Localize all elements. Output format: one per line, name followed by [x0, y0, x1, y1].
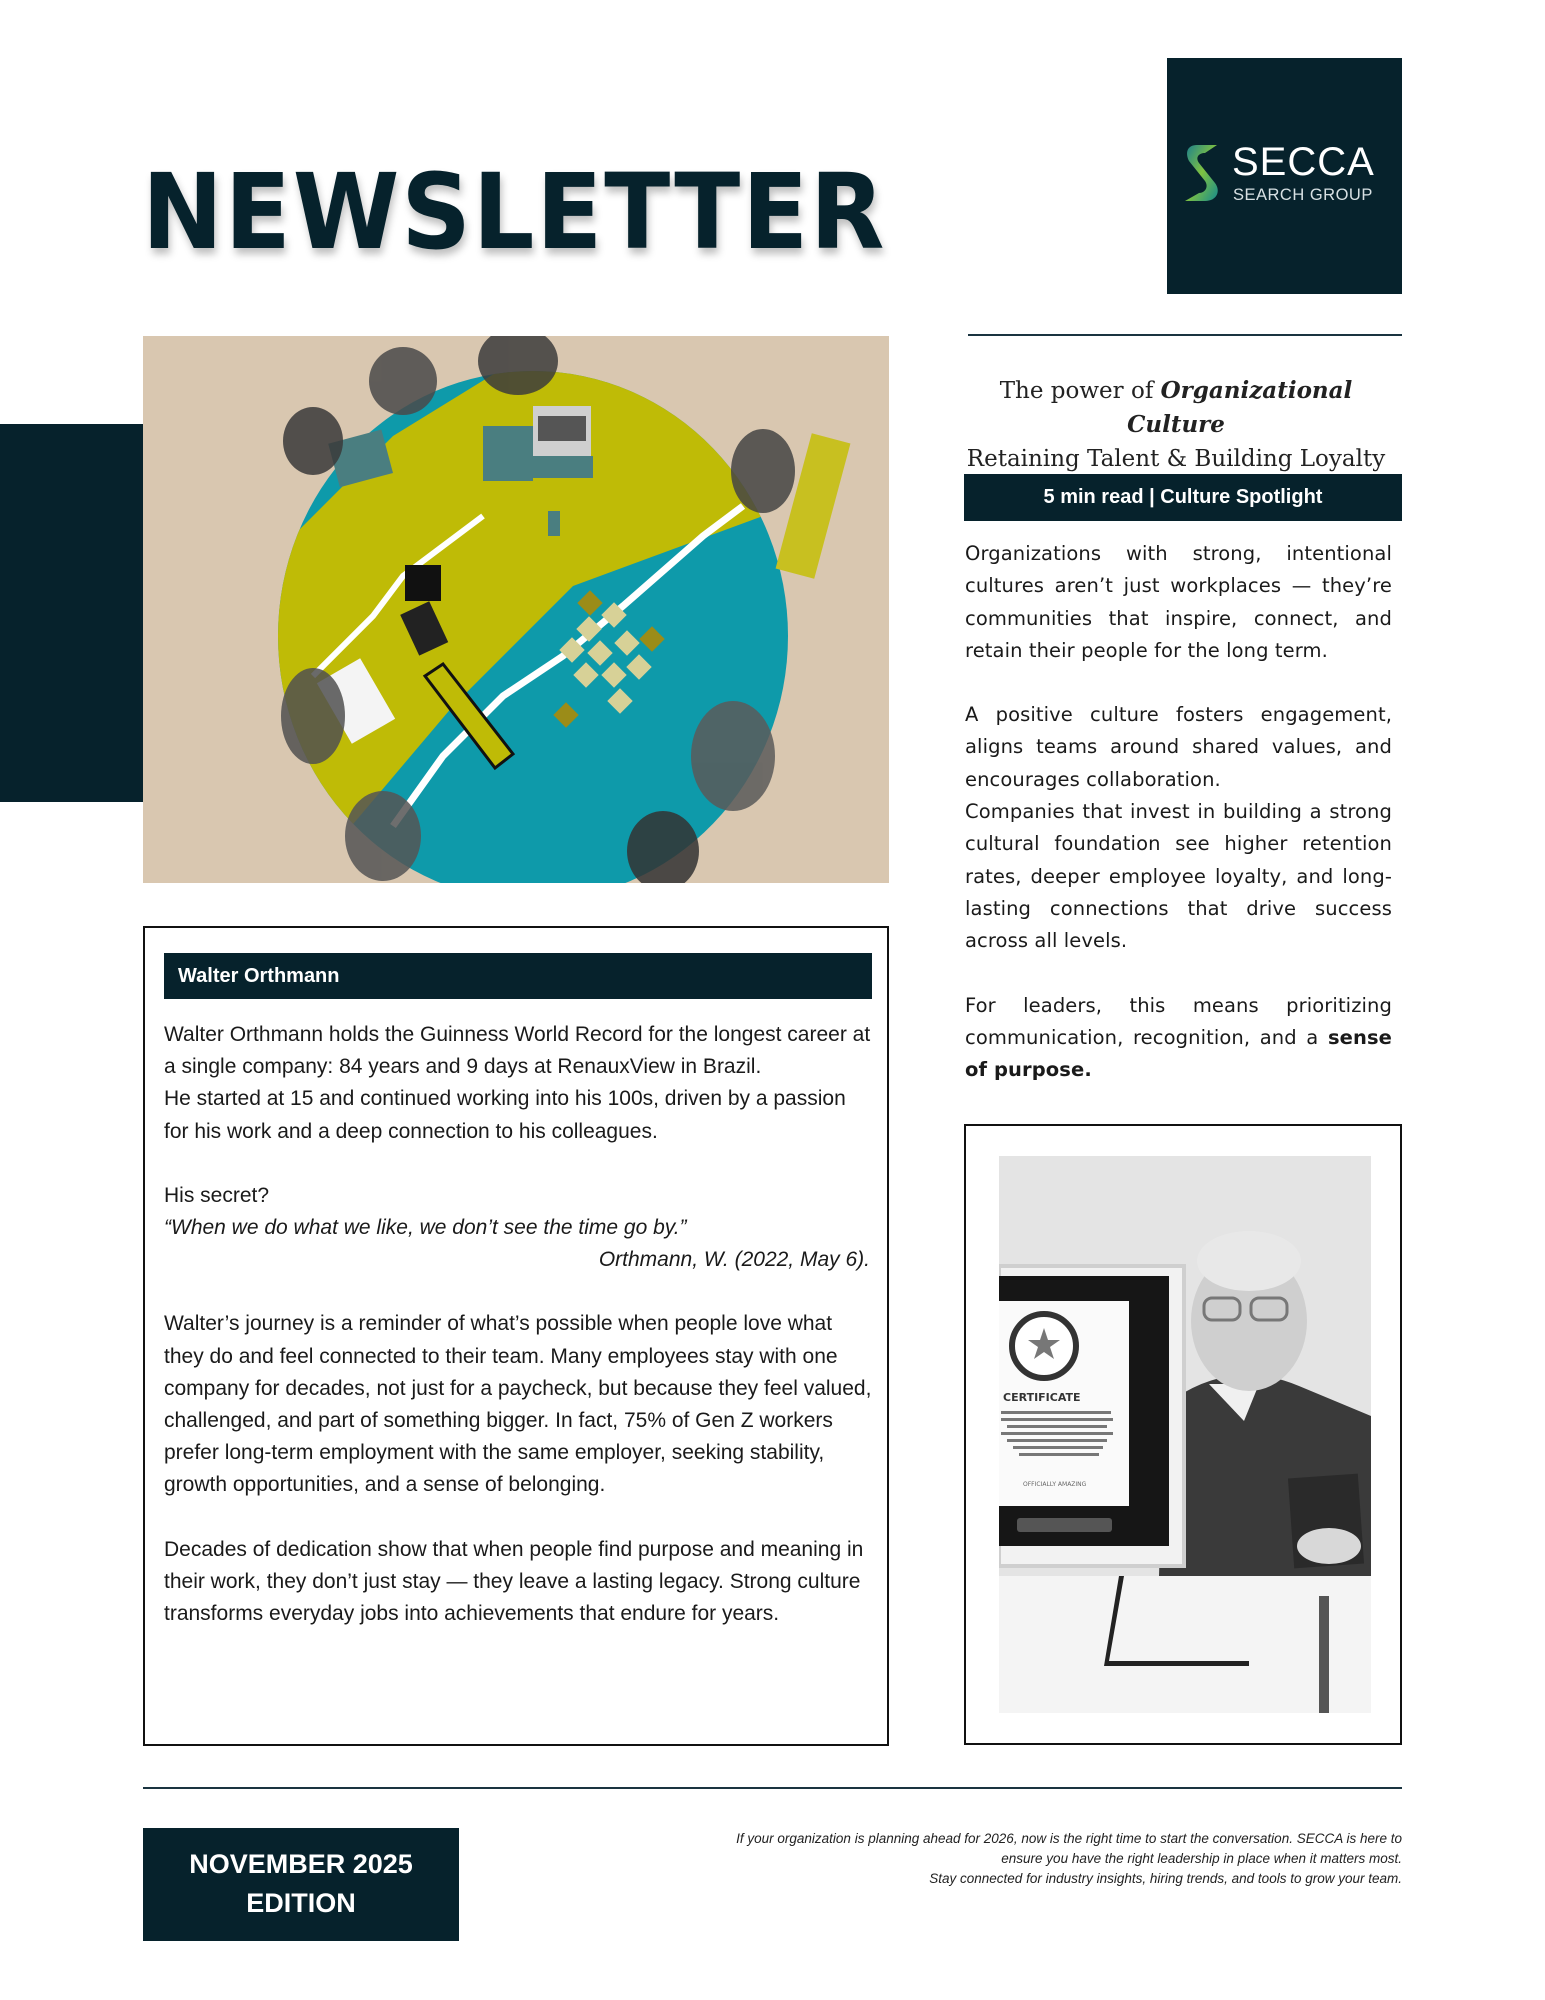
walter-paragraph: Decades of dedication show that when people find purpose and meaning in their work, they don’t just stay — they leave a lasting legacy. Strong culture transforms everyday jobs into achievements that endure for years. [164, 1537, 864, 1626]
read-time-banner: 5 min read | Culture Spotlight [964, 474, 1402, 521]
footer-divider [143, 1787, 1402, 1789]
quote-citation: Orthmann, W. (2022, May 6). [598, 1248, 870, 1272]
edition-month: NOVEMBER 2025 [189, 1849, 413, 1879]
walter-photo-illustration [999, 1156, 1371, 1713]
newsletter-title: NEWSLETTER [142, 151, 887, 273]
edition-label: EDITION [246, 1888, 356, 1918]
subtitle-line-2: Retaining Talent & Building Loyalty [966, 446, 1386, 472]
section-divider [968, 334, 1402, 336]
footer-note-line: ensure you have the right leadership in place when it matters most. [1001, 1851, 1402, 1866]
walter-heading: Walter Orthmann [164, 953, 872, 999]
logo-subtitle: SEARCH GROUP [1233, 186, 1373, 204]
walter-body [164, 1019, 876, 1630]
feature-closing-bold: sense of purpose. [965, 1025, 1392, 1082]
feature-closing-text: For leaders, this means prioritizing communication, recognition, and a [965, 993, 1392, 1049]
subtitle-line-1 [950, 374, 1402, 442]
certificate-title: CERTIFICATE [1003, 1391, 1081, 1404]
feature-paragraph: Companies that invest in building a strong cultural foundation see higher retention rates, deeper employee loyalty, and long-lasting connections that drive success across all levels. [965, 800, 1392, 953]
walter-photo [999, 1156, 1371, 1713]
certificate-footer: OFFICIALLY AMAZING [1023, 1481, 1087, 1488]
secca-s-logo-icon [1183, 143, 1221, 203]
walter-quote: “When we do what we like, we don’t see the time go by.” [164, 1216, 687, 1240]
feature-paragraph: A positive culture fosters engagement, aligns teams around shared values, and encourages collaboration. [965, 703, 1392, 791]
subtitle-prefix: The power of [999, 378, 1161, 404]
feature-paragraph [965, 990, 1392, 1087]
feature-subtitle [950, 374, 1402, 476]
team-table-illustration [143, 336, 889, 883]
feature-paragraph: Organizations with strong, intentional cultures aren’t just workplaces — they’re communities that inspire, connect, and retain their people for the long term. [965, 542, 1392, 662]
hero-illustration [143, 336, 889, 883]
walter-paragraph: Walter Orthmann holds the Guinness World Record for the longest career at a single company: 84 years and 9 days at RenauxView in Brazil. [164, 1023, 871, 1079]
footer-note-line: Stay connected for industry insights, hiring trends, and tools to grow your team. [929, 1871, 1402, 1886]
record-holder-badge [1017, 1518, 1112, 1532]
walter-paragraph: He started at 15 and continued working into his 100s, driven by a passion for his work and a deep connection to his colleagues. [164, 1087, 846, 1143]
subtitle-emphasis: Organizational Culture [1127, 377, 1353, 438]
footer-note [560, 1829, 1402, 1889]
logo-name: SECCA [1232, 140, 1375, 184]
edition-badge [143, 1828, 459, 1941]
secret-label: His secret? [164, 1183, 270, 1207]
feature-body [965, 538, 1392, 1086]
walter-paragraph: Walter’s journey is a reminder of what’s possible when people love what they do and feel connected to their team. Many employees stay with one company for decades, not just for a paycheck, but because they feel valued, challenged, and part of something bigger. In fact, 75% of Gen Z workers prefer long-term employment with the same employer, seeking stability, growth opportunities, and a sense of belonging. [164, 1312, 872, 1497]
footer-note-line: If your organization is planning ahead for 2026, now is the right time to start the conversation. SECCA is here to [736, 1831, 1402, 1846]
